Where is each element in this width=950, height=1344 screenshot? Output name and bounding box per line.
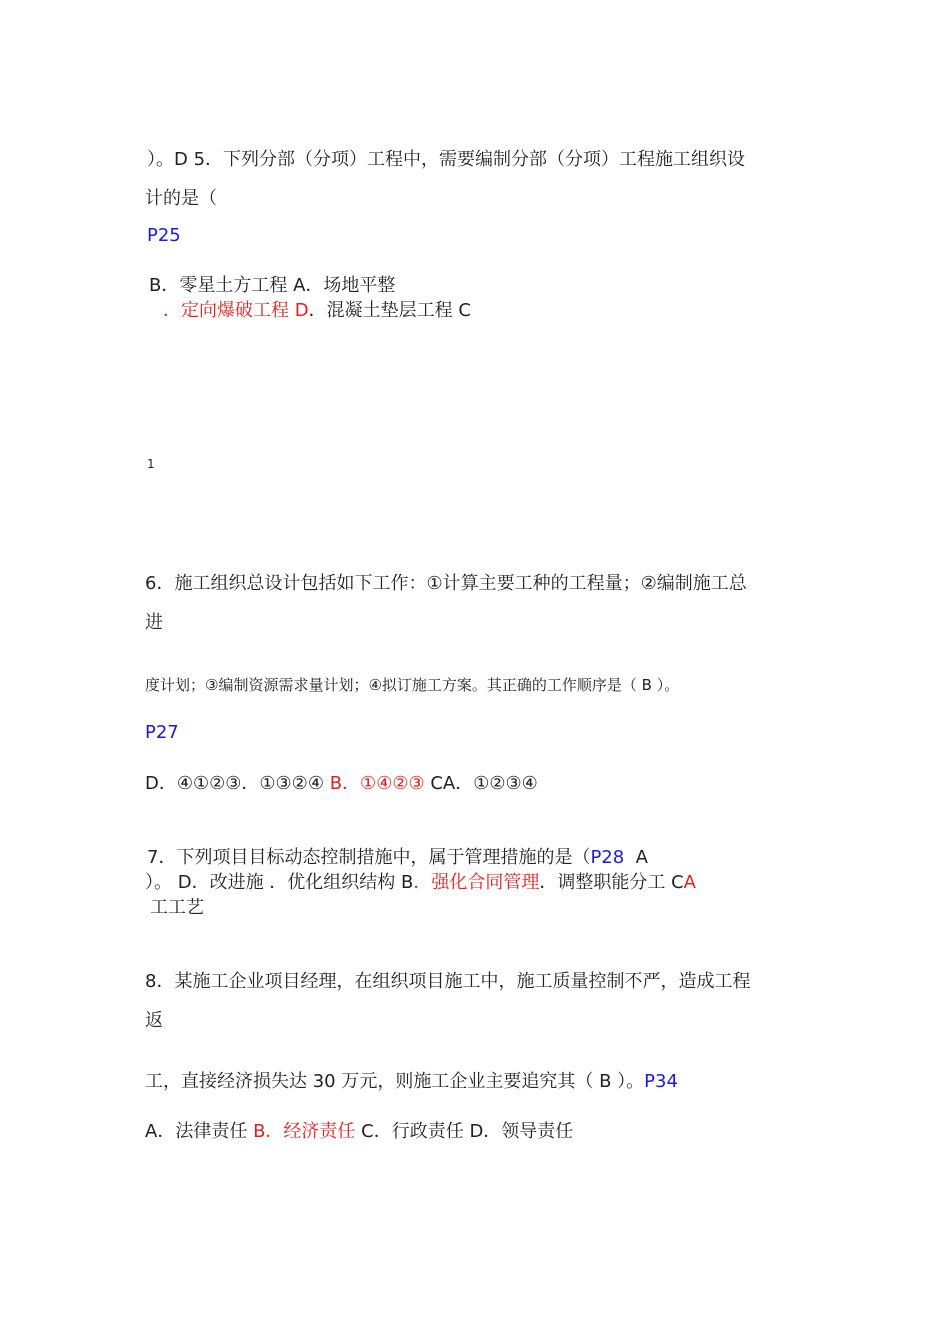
q8-answer-highlight: B．经济责任	[253, 1121, 356, 1142]
q5-stem-line2: 计的是（	[145, 188, 217, 209]
q5-stem-line1: ）。D 5．下列分部（分项）工程中，需要编制分部（分项）工程施工组织设	[147, 149, 746, 170]
q8-option-a: A．法律责任	[145, 1121, 248, 1142]
q8-stem-line2: 返	[145, 1010, 163, 1031]
q8-stem-line3	[145, 1070, 678, 1094]
q7-stem-line1	[147, 846, 648, 870]
q6-answer-highlight: B．①④②③	[329, 773, 425, 794]
page-number: 1	[147, 457, 155, 471]
q7-stem-text: 7．下列项目目标动态控制措施中，属于管理措施的是（	[147, 847, 591, 868]
q5-page-ref: P25	[147, 225, 181, 246]
q6-stem-line2: 进	[145, 612, 163, 633]
q5-options-line1: B．零星土方工程 A．场地平整	[149, 275, 396, 296]
q6-option-c: CA．①②③④	[430, 773, 538, 794]
q8-stem-line1: 8．某施工企业项目经理，在组织项目施工中，施工质量控制不严，造成工程	[145, 971, 751, 992]
q8-stem-text: 工，直接经济损失达 30 万元，则施工企业主要追究其（ B ）。	[145, 1071, 645, 1092]
q7-options-b: ．调整职能分工 C	[539, 872, 684, 893]
q8-option-cd: C．行政责任 D．领导责任	[361, 1121, 574, 1142]
q7-page-ref: P28	[590, 847, 625, 868]
q7-stem-tail: A	[635, 847, 648, 868]
q6-option-a: D．④①②③．①③②④	[145, 773, 324, 794]
q5-answer-highlight: ．定向爆破工程 D	[163, 300, 309, 321]
q6-options	[145, 772, 538, 796]
q8-options	[145, 1120, 573, 1144]
q7-answer-highlight: ．强化合同管理	[413, 872, 540, 893]
q5-options-line2	[163, 299, 471, 323]
q5-options-line2-rest: ．混凝土垫层工程 C	[308, 300, 471, 321]
q7-options-line	[145, 871, 696, 895]
q8-page-ref: P34	[644, 1071, 678, 1092]
q6-stem-line3: 度计划；③编制资源需求量计划；④拟订施工方案。其正确的工作顺序是（ B ）。	[145, 676, 680, 694]
q7-options-line3: 工工艺	[150, 897, 204, 918]
q7-answer-letter: A	[683, 872, 696, 893]
q7-options-a: ）。 D．改进施 ．优化组织结构 B	[145, 872, 414, 893]
q6-stem-line1: 6．施工组织总设计包括如下工作：①计算主要工种的工程量；②编制施工总	[145, 573, 747, 594]
q6-page-ref: P27	[145, 722, 179, 743]
